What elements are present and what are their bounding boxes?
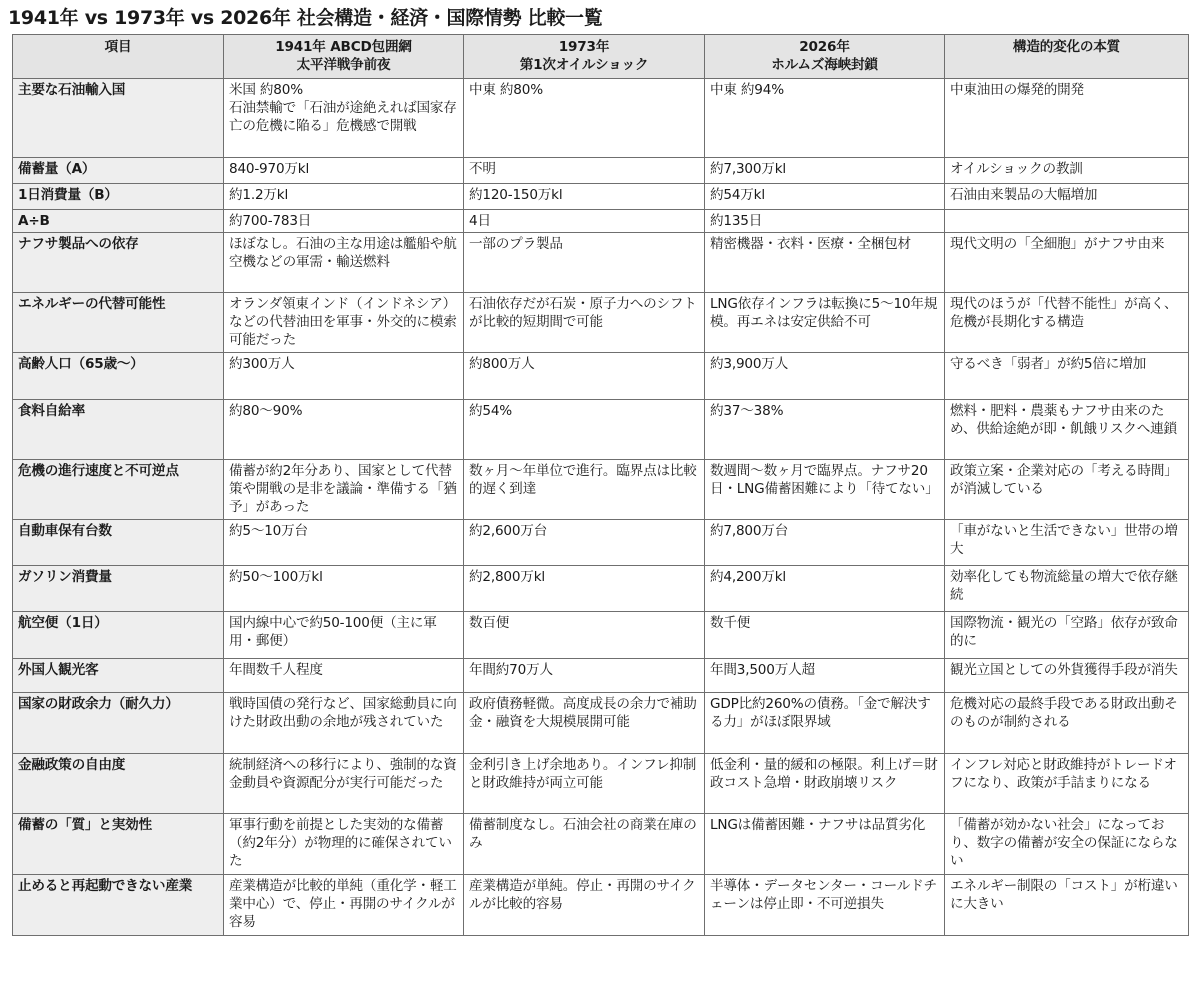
cell-2026: 約37～38% <box>705 400 945 460</box>
cell-essence: 中東油田の爆発的開発 <box>945 79 1189 158</box>
cell-2026: 年間3,500万人超 <box>705 659 945 693</box>
cell-1941: 約5～10万台 <box>224 520 464 566</box>
cell-1941: 戦時国債の発行など、国家総動員に向けた財政出動の余地が残されていた <box>224 693 464 754</box>
cell-2026: 約7,300万kl <box>705 158 945 184</box>
table-row <box>13 460 1189 520</box>
cell-1941: 軍事行動を前提とした実効的な備蓄（約2年分）が物理的に確保されていた <box>224 814 464 875</box>
cell-essence: エネルギー制限の「コスト」が桁違いに大きい <box>945 875 1189 936</box>
cell-1941: 統制経済への移行により、強制的な資金動員や資源配分が実行可能だった <box>224 754 464 814</box>
cell-2026: LNG依存インフラは転換に5～10年規模。再エネは安定供給不可 <box>705 293 945 353</box>
cell-2026: GDP比約260%の債務。「金で解決する力」がほぼ限界域 <box>705 693 945 754</box>
cell-1973: 約54% <box>464 400 705 460</box>
table-row <box>13 293 1189 353</box>
cell-essence: 観光立国としての外貨獲得手段が消失 <box>945 659 1189 693</box>
table-row <box>13 566 1189 612</box>
cell-2026: 約7,800万台 <box>705 520 945 566</box>
header-2026: 2026年 ホルムズ海峡封鎖 <box>705 35 945 79</box>
cell-1941: オランダ領東インド（インドネシア）などの代替油田を軍事・外交的に模索可能だった <box>224 293 464 353</box>
cell-essence: オイルショックの教訓 <box>945 158 1189 184</box>
row-label: 備蓄の「質」と実効性 <box>13 814 224 875</box>
cell-1973: 備蓄制度なし。石油会社の商業在庫のみ <box>464 814 705 875</box>
cell-2026: 約4,200万kl <box>705 566 945 612</box>
row-label: ナフサ製品への依存 <box>13 233 224 293</box>
table-row <box>13 233 1189 293</box>
cell-1973: 約120-150万kl <box>464 184 705 210</box>
cell-2026: 中東 約94% <box>705 79 945 158</box>
cell-essence: 政策立案・企業対応の「考える時間」が消滅している <box>945 460 1189 520</box>
table-row <box>13 612 1189 659</box>
row-label: 1日消費量（B） <box>13 184 224 210</box>
cell-2026: 半導体・データセンター・コールドチェーンは停止即・不可逆損失 <box>705 875 945 936</box>
cell-1973: 産業構造が単純。停止・再開のサイクルが比較的容易 <box>464 875 705 936</box>
header-essence: 構造的変化の本質 <box>945 35 1189 79</box>
cell-essence: 「備蓄が効かない社会」になっており、数字の備蓄が安全の保証にならない <box>945 814 1189 875</box>
cell-1941: 約1.2万kl <box>224 184 464 210</box>
page-title: 1941年 vs 1973年 vs 2026年 社会構造・経済・国際情勢 比較一覧 <box>8 7 603 29</box>
cell-1973: 4日 <box>464 210 705 233</box>
header-1973: 1973年 第1次オイルショック <box>464 35 705 79</box>
cell-1941: 約50～100万kl <box>224 566 464 612</box>
row-label: 備蓄量（A） <box>13 158 224 184</box>
header-row <box>13 35 1189 79</box>
row-label: 自動車保有台数 <box>13 520 224 566</box>
cell-1973: 約2,600万台 <box>464 520 705 566</box>
row-label: 高齢人口（65歳～） <box>13 353 224 400</box>
cell-essence: 現代のほうが「代替不能性」が高く、危機が長期化する構造 <box>945 293 1189 353</box>
cell-essence <box>945 210 1189 233</box>
cell-1973: 不明 <box>464 158 705 184</box>
cell-1973: 政府債務軽微。高度成長の余力で補助金・融資を大規模展開可能 <box>464 693 705 754</box>
cell-2026: 約3,900万人 <box>705 353 945 400</box>
table-row <box>13 353 1189 400</box>
cell-1941: ほぼなし。石油の主な用途は艦船や航空機などの軍需・輸送燃料 <box>224 233 464 293</box>
table-row <box>13 754 1189 814</box>
table-row <box>13 659 1189 693</box>
cell-1941: 約80～90% <box>224 400 464 460</box>
cell-1973: 金利引き上げ余地あり。インフレ抑制と財政維持が両立可能 <box>464 754 705 814</box>
table-row <box>13 814 1189 875</box>
cell-essence: 国際物流・観光の「空路」依存が致命的に <box>945 612 1189 659</box>
cell-essence: 「車がないと生活できない」世帯の増大 <box>945 520 1189 566</box>
row-label: 食料自給率 <box>13 400 224 460</box>
cell-2026: LNGは備蓄困難・ナフサは品質劣化 <box>705 814 945 875</box>
cell-essence: 危機対応の最終手段である財政出動そのものが制約される <box>945 693 1189 754</box>
header-item: 項目 <box>13 35 224 79</box>
cell-1941: 年間数千人程度 <box>224 659 464 693</box>
cell-essence: インフレ対応と財政維持がトレードオフになり、政策が手詰まりになる <box>945 754 1189 814</box>
cell-1973: 約2,800万kl <box>464 566 705 612</box>
cell-1941: 約300万人 <box>224 353 464 400</box>
cell-1973: 年間約70万人 <box>464 659 705 693</box>
row-label: 危機の進行速度と不可逆点 <box>13 460 224 520</box>
table-row <box>13 210 1189 233</box>
table-row <box>13 400 1189 460</box>
cell-1973: 数百便 <box>464 612 705 659</box>
cell-1973: 中東 約80% <box>464 79 705 158</box>
row-label: 金融政策の自由度 <box>13 754 224 814</box>
cell-essence: 石油由来製品の大幅増加 <box>945 184 1189 210</box>
cell-essence: 燃料・肥料・農薬もナフサ由来のため、供給途絶が即・飢餓リスクへ連鎖 <box>945 400 1189 460</box>
row-label: 主要な石油輸入国 <box>13 79 224 158</box>
cell-essence: 効率化しても物流総量の増大で依存継続 <box>945 566 1189 612</box>
cell-2026: 約135日 <box>705 210 945 233</box>
row-label: 国家の財政余力（耐久力） <box>13 693 224 754</box>
table-row <box>13 520 1189 566</box>
cell-essence: 現代文明の「全細胞」がナフサ由来 <box>945 233 1189 293</box>
cell-2026: 約54万kl <box>705 184 945 210</box>
table-row <box>13 184 1189 210</box>
table-row <box>13 158 1189 184</box>
cell-essence: 守るべき「弱者」が約5倍に増加 <box>945 353 1189 400</box>
table-row <box>13 875 1189 936</box>
cell-1941: 産業構造が比較的単純（重化学・軽工業中心）で、停止・再開のサイクルが容易 <box>224 875 464 936</box>
row-label: ガソリン消費量 <box>13 566 224 612</box>
row-label: A÷B <box>13 210 224 233</box>
table-row <box>13 79 1189 158</box>
cell-2026: 低金利・量的緩和の極限。利上げ＝財政コスト急増・財政崩壊リスク <box>705 754 945 814</box>
cell-1941: 国内線中心で約50-100便（主に軍用・郵便） <box>224 612 464 659</box>
comparison-table <box>12 34 1189 936</box>
table-row <box>13 693 1189 754</box>
row-label: 止めると再起動できない産業 <box>13 875 224 936</box>
header-1941: 1941年 ABCD包囲網 太平洋戦争前夜 <box>224 35 464 79</box>
row-label: 外国人観光客 <box>13 659 224 693</box>
cell-1941: 約700-783日 <box>224 210 464 233</box>
row-label: 航空便（1日） <box>13 612 224 659</box>
cell-1941: 備蓄が約2年分あり、国家として代替策や開戦の是非を議論・準備する「猶予」があった <box>224 460 464 520</box>
cell-1973: 数ヶ月～年単位で進行。臨界点は比較的遅く到達 <box>464 460 705 520</box>
cell-2026: 数週間～数ヶ月で臨界点。ナフサ20日・LNG備蓄困難により「待てない」 <box>705 460 945 520</box>
row-label: エネルギーの代替可能性 <box>13 293 224 353</box>
cell-1941: 米国 約80% 石油禁輸で「石油が途絶えれば国家存亡の危機に陥る」危機感で開戦 <box>224 79 464 158</box>
cell-2026: 精密機器・衣料・医療・全梱包材 <box>705 233 945 293</box>
cell-1941: 840-970万kl <box>224 158 464 184</box>
cell-1973: 約800万人 <box>464 353 705 400</box>
cell-2026: 数千便 <box>705 612 945 659</box>
cell-1973: 石油依存だが石炭・原子力へのシフトが比較的短期間で可能 <box>464 293 705 353</box>
cell-1973: 一部のプラ製品 <box>464 233 705 293</box>
